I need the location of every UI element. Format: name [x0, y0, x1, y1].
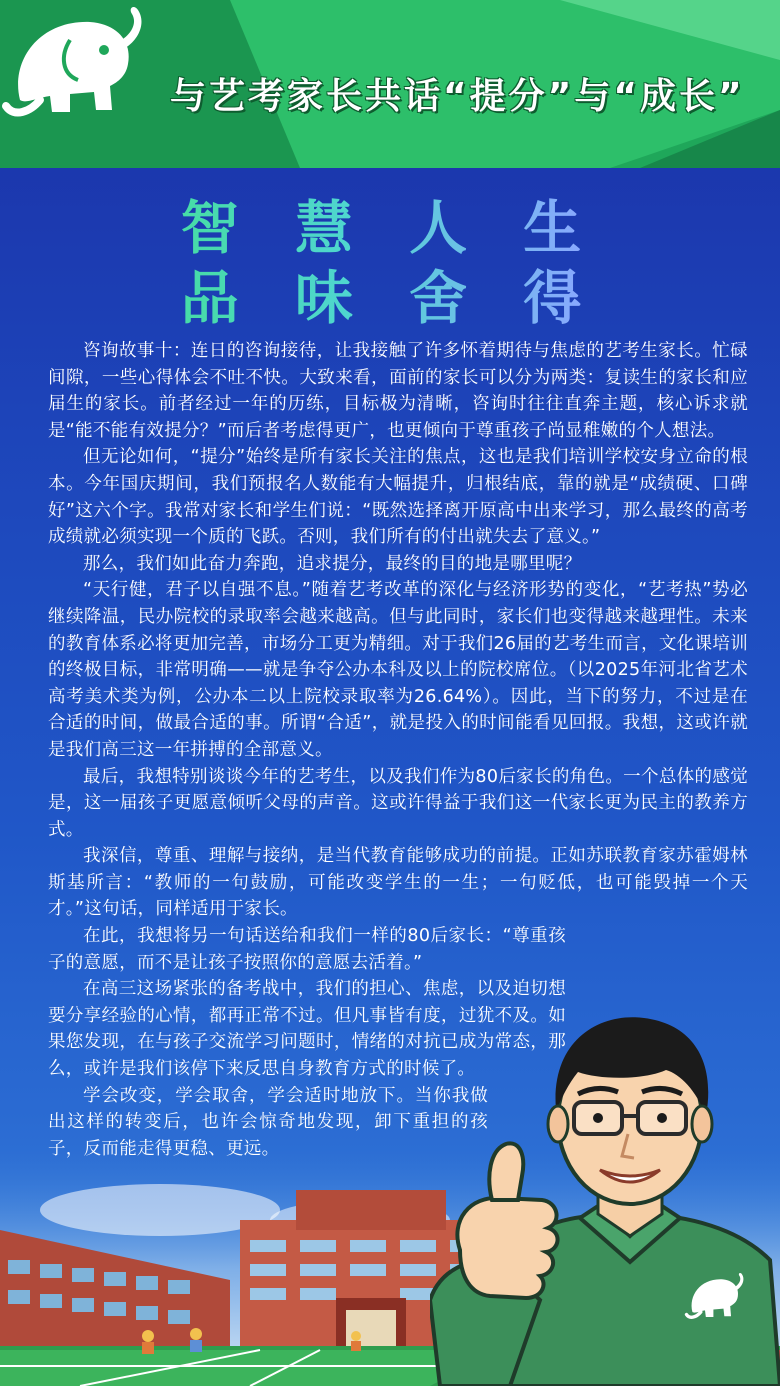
- article-body: [48, 338, 748, 1162]
- paragraph-8: 在高三这场紧张的备考战中，我们的担心、焦虑，以及迫切想要分享经验的心情，都再正常不过。但凡事皆有度，过犹不及。如果您发现，在与孩子交流学习问题时，情绪的对抗已成为常态，那么，或许是我们该停下来反思自身教育方式的时候了。: [48, 979, 566, 1080]
- heading-line-1: 智 慧 人 生: [0, 196, 780, 260]
- paragraph-6: 我深信，尊重、理解与接纳，是当代教育能够成功的前提。正如苏联教育家苏霍姆林斯基所言：“教师的一句鼓励，可能改变学生的一生；一句贬低，也可能毁掉一个天才。”这句话，同样适用于家长。: [48, 846, 748, 920]
- paragraph-7: 在此，我想将另一句话送给和我们一样的80后家长：“尊重孩子的意愿，而不是让孩子按照你的意愿去活着。”: [48, 926, 566, 973]
- paragraph-5: 最后，我想特别谈谈今年的艺考生，以及我们作为80后家长的角色。一个总体的感觉是，这一届孩子更愿意倾听父母的声音。这或许得益于我们这一代家长更为民主的教养方式。: [48, 766, 748, 840]
- elephant-icon: [0, 0, 150, 122]
- paragraph-1: 咨询故事十：连日的咨询接待，让我接触了许多怀着期待与焦虑的艺考生家长。忙碌间隙，一些心得体会不吐不快。大致来看，面前的家长可以分为两类：复读生的家长和应届生的家长。前者经过一年的历练，目标极为清晰，咨询时往往直奔主题，核心诉求就是“能不能有效提分？”而后者考虑得更广，也更倾向于尊重孩子尚显稚嫩的个人想法。: [48, 341, 748, 441]
- paragraph-4: “天行健，君子以自强不息。”随着艺考改革的深化与经济形势的变化，“艺考热”势必继续降温，民办院校的录取率会越来越高。但与此同时，家长们也变得越来越理性。未来的教育体系必将更加完善，市场分工更为精细。对于我们26届的艺考生而言，文化课培训的终极目标，非常明确——就是争夺公办本科及以上的院校席位。（以2025年河北省艺术高考美术类为例，公办本二以上院校录取率为26.64%）。因此，当下的努力，不过是在合适的时间，做最合适的事。所谓“合适”，就是投入的时间能看见回报。我想，这或许就是我们高三这一年拼搏的全部意义。: [48, 580, 748, 760]
- paragraph-3: 那么，我们如此奋力奔跑，追求提分，最终的目的地是哪里呢？: [83, 553, 582, 574]
- header-banner: [0, 0, 780, 168]
- heading-line-2: 品 味 舍 得: [0, 266, 780, 330]
- banner-title: 与艺考家长共话“提分”与“成长”: [170, 76, 745, 117]
- paragraph-2: 但无论如何，“提分”始终是所有家长关注的焦点，这也是我们培训学校安身立命的根本。今年国庆期间，我们预报名人数能有大幅提升，归根结底，靠的就是“成绩硬、口碑好”这六个字。我常对家长和学生们说：“既然选择离开原高中出来学习，那么最终的高考成绩就必须实现一个质的飞跃。否则，我们所有的付出就失去了意义。”: [48, 447, 748, 548]
- paragraph-9: 学会改变，学会取舍，学会适时地放下。当你我做出这样的转变后，也许会惊奇地发现，卸下重担的孩子，反而能走得更稳、更远。: [48, 1085, 488, 1159]
